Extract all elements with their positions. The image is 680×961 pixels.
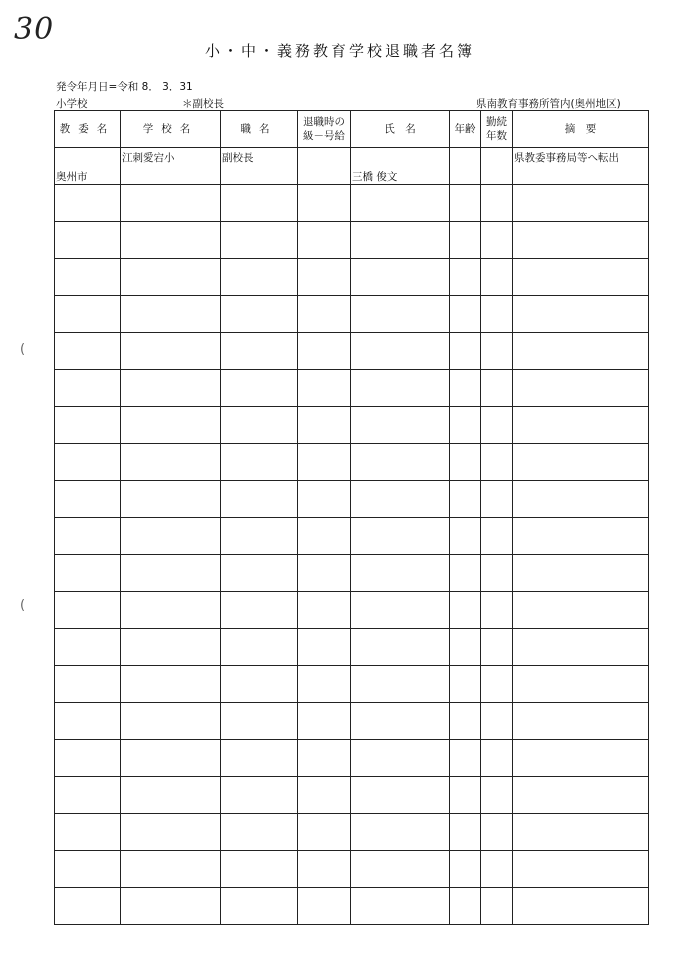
table-cell [221, 666, 298, 703]
table-cell [513, 370, 649, 407]
table-row [55, 185, 649, 222]
table-cell [513, 888, 649, 925]
table-cell [481, 333, 513, 370]
table-cell [55, 740, 121, 777]
table-cell [481, 777, 513, 814]
table-cell [221, 592, 298, 629]
table-cell [450, 777, 481, 814]
age-value [450, 148, 480, 150]
table-cell [121, 555, 221, 592]
table-cell [351, 259, 450, 296]
table-cell [121, 777, 221, 814]
header-years-line2: 年数 [486, 130, 507, 142]
header-grade-line2: 級－号給 [303, 130, 345, 142]
table-cell [450, 185, 481, 222]
table-cell [351, 777, 450, 814]
table-cell [351, 296, 450, 333]
table-cell [121, 222, 221, 259]
table-cell [513, 185, 649, 222]
table-row [55, 592, 649, 629]
table-row [55, 851, 649, 888]
header-remarks: 摘 要 [513, 111, 649, 148]
table-cell [221, 703, 298, 740]
table-row [55, 296, 649, 333]
table-cell [55, 407, 121, 444]
name-value: 三橋 俊文 [352, 171, 398, 183]
table-row [55, 888, 649, 925]
table-cell [298, 740, 351, 777]
table-cell [298, 444, 351, 481]
table-cell [450, 740, 481, 777]
table-cell [121, 851, 221, 888]
table-cell [450, 888, 481, 925]
table-cell [513, 592, 649, 629]
table-cell [481, 370, 513, 407]
table-cell [221, 407, 298, 444]
table-cell [450, 518, 481, 555]
cell-name [351, 148, 450, 185]
table-row [55, 222, 649, 259]
table-cell [55, 518, 121, 555]
table-cell [298, 407, 351, 444]
table-cell [55, 777, 121, 814]
header-board: 教委名 [55, 111, 121, 148]
table-cell [513, 518, 649, 555]
table-cell [55, 888, 121, 925]
table-cell [298, 592, 351, 629]
table-cell [55, 370, 121, 407]
table-cell [450, 444, 481, 481]
job-value: 副校長 [222, 152, 254, 164]
table-row [55, 740, 649, 777]
table-cell [55, 444, 121, 481]
table-cell [351, 740, 450, 777]
school-value: 江刺愛宕小 [122, 152, 175, 164]
table-cell [55, 185, 121, 222]
table-row [55, 259, 649, 296]
table-cell [298, 370, 351, 407]
table-cell [351, 666, 450, 703]
region-label: 県南教育事務所管内(奥州地区) [476, 98, 621, 110]
table-cell [351, 222, 450, 259]
table-cell [351, 592, 450, 629]
board-value: 奥州市 [56, 171, 88, 183]
table-cell [481, 703, 513, 740]
table-cell [121, 444, 221, 481]
table-cell [481, 222, 513, 259]
table-row [55, 777, 649, 814]
table-cell [481, 296, 513, 333]
table-cell [450, 629, 481, 666]
table-cell [298, 296, 351, 333]
grade-value [298, 148, 350, 150]
table-cell [55, 629, 121, 666]
table-cell [513, 481, 649, 518]
table-cell [450, 222, 481, 259]
table-cell [351, 185, 450, 222]
table-cell [221, 370, 298, 407]
table-cell [298, 777, 351, 814]
table-row [55, 481, 649, 518]
cell-school [121, 148, 221, 185]
table-cell [481, 185, 513, 222]
table-cell [481, 518, 513, 555]
table-cell [481, 888, 513, 925]
header-grade-line1: 退職時の [303, 116, 345, 128]
table-cell [221, 333, 298, 370]
table-cell [513, 407, 649, 444]
table-cell [481, 814, 513, 851]
table-cell [351, 814, 450, 851]
table-cell [298, 222, 351, 259]
table-cell [481, 407, 513, 444]
table-cell [481, 444, 513, 481]
table-cell [481, 629, 513, 666]
cell-years [481, 148, 513, 185]
table-cell [513, 666, 649, 703]
table-cell [450, 481, 481, 518]
table-cell [298, 555, 351, 592]
table-cell [298, 666, 351, 703]
table-cell [298, 814, 351, 851]
table-cell [121, 888, 221, 925]
table-cell [121, 481, 221, 518]
table-cell [121, 407, 221, 444]
table-cell [55, 555, 121, 592]
table-row [55, 555, 649, 592]
table-cell [221, 851, 298, 888]
table-cell [351, 555, 450, 592]
table-cell [121, 370, 221, 407]
header-years [481, 111, 513, 148]
header-job: 職名 [221, 111, 298, 148]
table-cell [450, 333, 481, 370]
table-cell [55, 851, 121, 888]
table-row [55, 370, 649, 407]
table-row [55, 407, 649, 444]
table-cell [351, 333, 450, 370]
table-cell [298, 888, 351, 925]
table-cell [221, 555, 298, 592]
margin-punch-mark: ( [20, 342, 26, 357]
table-cell [298, 518, 351, 555]
table-cell [481, 666, 513, 703]
table-cell [450, 370, 481, 407]
table-cell [121, 592, 221, 629]
page-number: 30 [14, 12, 55, 47]
table-cell [481, 555, 513, 592]
table-cell [513, 296, 649, 333]
page-title: 小・中・義務教育学校退職者名簿 [204, 42, 475, 60]
table-cell [513, 851, 649, 888]
school-level: 小学校 [56, 98, 88, 110]
table-row [55, 703, 649, 740]
table-cell [298, 481, 351, 518]
header-school: 学校名 [121, 111, 221, 148]
table-cell [481, 851, 513, 888]
table-cell [298, 185, 351, 222]
cell-age [450, 148, 481, 185]
table-cell [481, 740, 513, 777]
table-cell [221, 518, 298, 555]
table-cell [450, 407, 481, 444]
table-cell [481, 259, 513, 296]
issue-date: 発令年月日=令和 8． 3．31 [56, 81, 193, 93]
table-cell [513, 444, 649, 481]
table-row [55, 666, 649, 703]
table-cell [121, 740, 221, 777]
table-cell [513, 259, 649, 296]
table-cell [55, 481, 121, 518]
table-cell [351, 407, 450, 444]
margin-punch-mark: ( [20, 598, 26, 613]
table-cell [450, 703, 481, 740]
table-cell [351, 629, 450, 666]
table-cell [221, 629, 298, 666]
table-cell [351, 370, 450, 407]
table-cell [513, 703, 649, 740]
years-value [481, 148, 512, 150]
table-row [55, 629, 649, 666]
header-age: 年齢 [450, 111, 481, 148]
table-cell [221, 222, 298, 259]
position-filter: ＊副校長 [182, 98, 224, 110]
table-cell [513, 222, 649, 259]
table-cell [298, 333, 351, 370]
table-cell [513, 555, 649, 592]
table-cell [121, 629, 221, 666]
table-cell [121, 703, 221, 740]
table-cell [221, 777, 298, 814]
table-row [55, 333, 649, 370]
table-cell [298, 259, 351, 296]
table-header-row [55, 111, 649, 148]
cell-remarks [513, 148, 649, 185]
table-cell [55, 814, 121, 851]
table-cell [351, 888, 450, 925]
header-grade [298, 111, 351, 148]
table-cell [450, 814, 481, 851]
table-cell [121, 666, 221, 703]
table-cell [351, 518, 450, 555]
table-cell [450, 259, 481, 296]
table-cell [221, 888, 298, 925]
table-cell [121, 259, 221, 296]
table-row [55, 814, 649, 851]
remarks-value: 県教委事務局等へ転出 [514, 152, 619, 164]
table-cell [298, 703, 351, 740]
table-cell [298, 851, 351, 888]
table-cell [351, 481, 450, 518]
table-cell [121, 185, 221, 222]
cell-job [221, 148, 298, 185]
table-cell [121, 296, 221, 333]
table-cell [221, 296, 298, 333]
cell-grade [298, 148, 351, 185]
table-cell [121, 518, 221, 555]
table-cell [55, 703, 121, 740]
table-cell [221, 481, 298, 518]
table-cell [55, 333, 121, 370]
table-cell [513, 814, 649, 851]
table-cell [221, 259, 298, 296]
table-cell [221, 740, 298, 777]
table-cell [351, 851, 450, 888]
table-cell [221, 814, 298, 851]
table-cell [513, 777, 649, 814]
table-cell [221, 444, 298, 481]
table-cell [513, 629, 649, 666]
header-name: 氏 名 [351, 111, 450, 148]
table-cell [55, 222, 121, 259]
table-cell [351, 703, 450, 740]
table-cell [450, 555, 481, 592]
table-cell [121, 814, 221, 851]
table-cell [513, 333, 649, 370]
table-cell [450, 666, 481, 703]
table-cell [55, 592, 121, 629]
table-row [55, 148, 649, 185]
cell-board [55, 148, 121, 185]
table-cell [513, 740, 649, 777]
table-cell [55, 259, 121, 296]
table-cell [450, 851, 481, 888]
table-cell [221, 185, 298, 222]
table-row [55, 444, 649, 481]
table-cell [481, 481, 513, 518]
table-cell [450, 296, 481, 333]
table-cell [55, 296, 121, 333]
table-cell [298, 629, 351, 666]
table-cell [481, 592, 513, 629]
table-cell [121, 333, 221, 370]
retiree-table [54, 110, 649, 925]
table-cell [55, 666, 121, 703]
table-row [55, 518, 649, 555]
table-cell [351, 444, 450, 481]
header-years-line1: 勤続 [486, 116, 507, 128]
table-cell [450, 592, 481, 629]
